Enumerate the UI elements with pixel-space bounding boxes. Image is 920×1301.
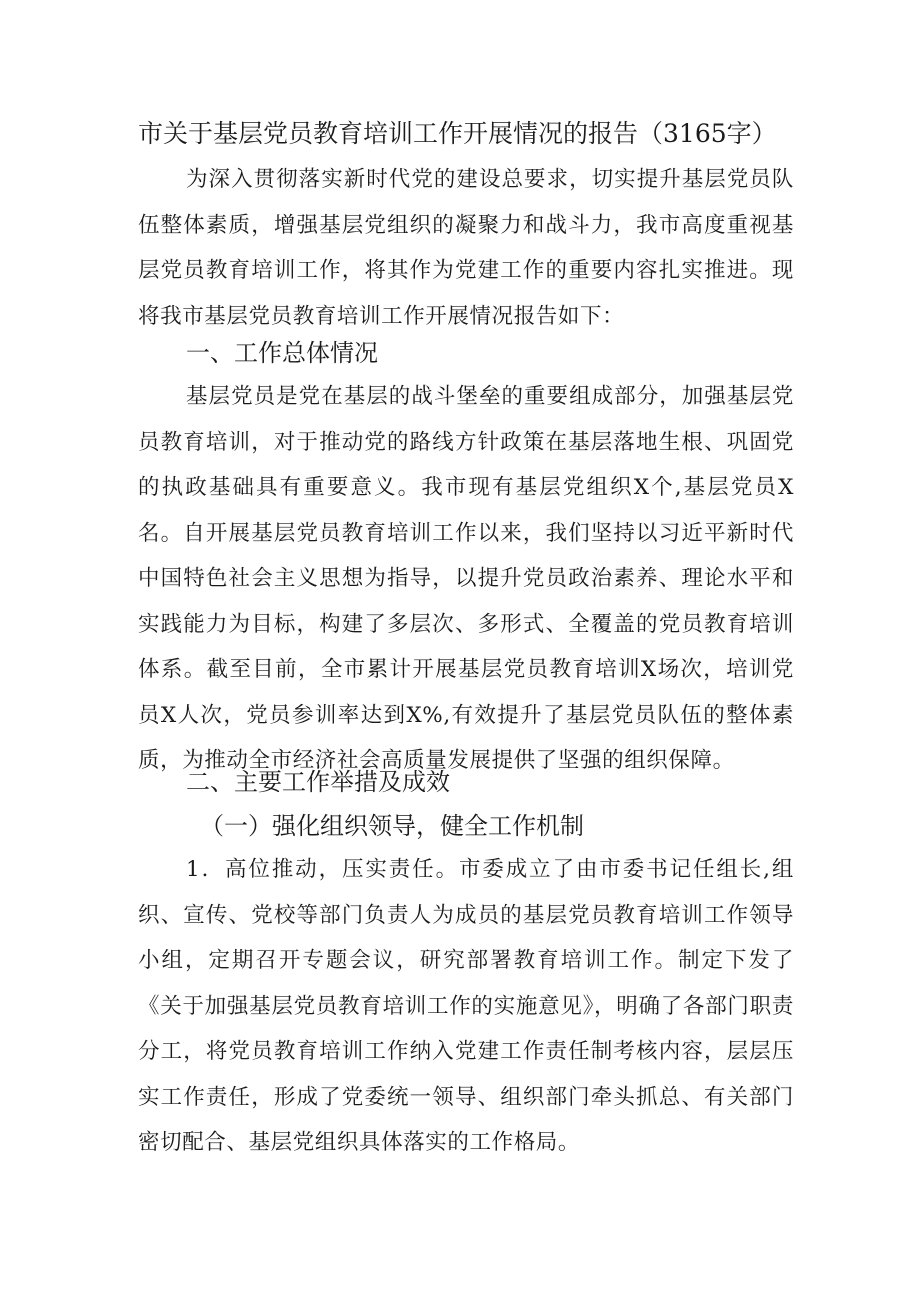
section-heading-overview: 一、工作总体情况 <box>186 339 378 367</box>
subsection-heading-leadership: （一）强化组织领导，健全工作机制 <box>200 812 584 840</box>
section-heading-measures: 二、主要工作举措及成效 <box>186 768 450 796</box>
overview-paragraph: 基层党员是党在基层的战斗堡垒的重要组成部分，加强基层党员教育培训，对于推动党的路线方针政策在基层落地生根、巩固党的执政基础具有重要意义。我市现有基层党组织X个,基层党员X名。自开展基层党员教育培训工作以来，我们坚持以习近平新时代中国特色社会主义思想为指导，以提升党员政治素养、理论水平和实践能力为目标，构建了多层次、多形式、全覆盖的党员教育培训体系。截至目前，全市累计开展基层党员教育培训X场次，培训党员X人次，党员参训率达到X%,有效提升了基层党员队伍的整体素质，为推动全市经济社会高质量发展提供了坚强的组织保障。 <box>138 384 794 773</box>
document-title: 市关于基层党员教育培训工作开展情况的报告（3165字） <box>138 119 777 148</box>
intro-paragraph: 为深入贯彻落实新时代党的建设总要求，切实提升基层党员队伍整体素质，增强基层党组织的凝聚力和战斗力，我市高度重视基层党员教育培训工作，将其作为党建工作的重要内容扎实推进。现将我市基层党员教育培训工作开展情况报告如下： <box>138 167 794 329</box>
item-paragraph-responsibility: 1．高位推动，压实责任。市委成立了由市委书记任组长,组织、宣传、党校等部门负责人为成员的基层党员教育培训工作领导小组，定期召开专题会议，研究部署教育培训工作。制定下发了《关于加强基层党员教育培训工作的实施意见》，明确了各部门职责分工，将党员教育培训工作纳入党建工作责任制考核内容，层层压实工作责任，形成了党委统一领导、组织部门牵头抓总、有关部门密切配合、基层党组织具体落实的工作格局。 <box>138 857 794 1155</box>
